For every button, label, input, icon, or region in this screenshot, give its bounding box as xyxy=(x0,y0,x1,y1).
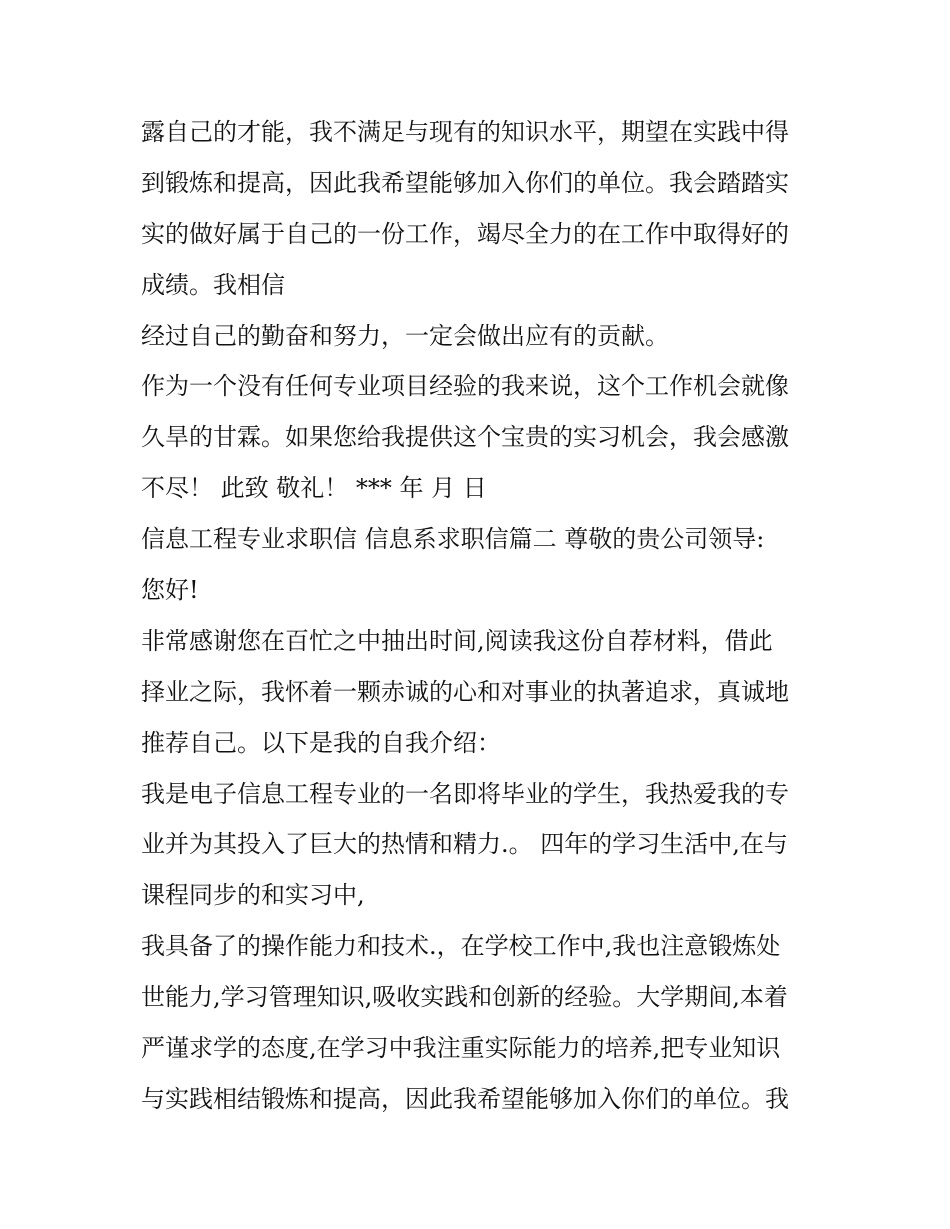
text-line: 课程同步的和实习中, xyxy=(141,881,365,910)
text-line: 经过自己的勤奋和努力，一定会做出应有的贡献。 xyxy=(141,321,669,350)
text-line: 业并为其投入了巨大的热情和精力.。 四年的学习生活中,在与 xyxy=(141,830,788,859)
text-line: 信息工程专业求职信 信息系求职信篇二 尊敬的贵公司领导: xyxy=(141,525,765,554)
text-line: 不尽！ 此致 敬礼！ *** 年 月 日 xyxy=(141,474,487,503)
text-line: 作为一个没有任何专业项目经验的我来说，这个工作机会就像 xyxy=(141,372,789,401)
text-line: 推荐自己。以下是我的自我介绍： xyxy=(141,728,501,757)
text-line: 我是电子信息工程专业的一名即将毕业的学生，我热爱我的专 xyxy=(141,779,789,808)
text-line: 到锻炼和提高，因此我希望能够加入你们的单位。我会踏踏实 xyxy=(141,168,789,197)
text-line: 久旱的甘霖。如果您给我提供这个宝贵的实习机会，我会感激 xyxy=(141,423,789,452)
text-line: 择业之际，我怀着一颗赤诚的心和对事业的执著追求，真诚地 xyxy=(141,677,789,706)
text-line: 我具备了的操作能力和技术.，在学校工作中,我也注意锻炼处 xyxy=(141,932,781,961)
text-line: 实的做好属于自己的一份工作，竭尽全力的在工作中取得好的 xyxy=(141,219,789,248)
text-line: 成绩。我相信 xyxy=(141,270,285,299)
text-line: 与实践相结锻炼和提高，因此我希望能够加入你们的单位。我 xyxy=(141,1084,789,1113)
text-line: 严谨求学的态度,在学习中我注重实际能力的培养,把专业知识 xyxy=(141,1034,781,1063)
text-line: 您好! xyxy=(141,576,199,605)
text-line: 世能力,学习管理知识,吸收实践和创新的经验。大学期间,本着 xyxy=(141,983,788,1012)
text-line: 露自己的才能，我不满足与现有的知识水平，期望在实践中得 xyxy=(141,118,789,146)
document-body xyxy=(141,107,821,1125)
text-line: 非常感谢您在百忙之中抽出时间,阅读我这份自荐材料，借此 xyxy=(141,626,773,655)
